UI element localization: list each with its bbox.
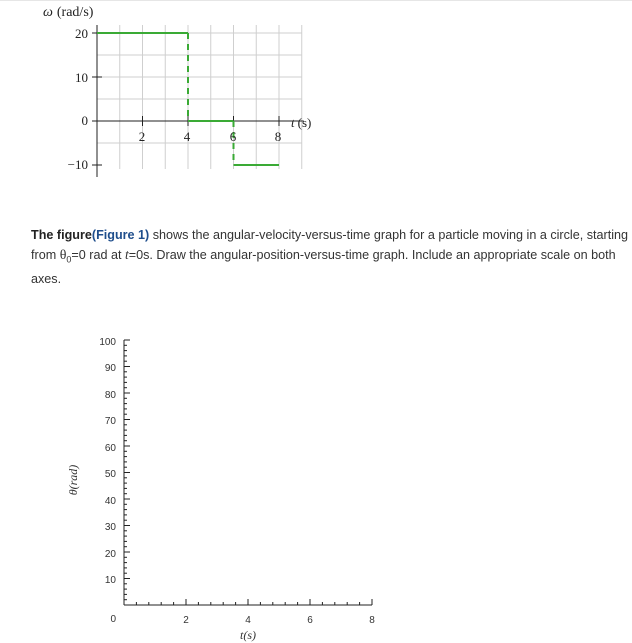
omega-x-tick-label: 6 [229,129,237,144]
theta-y-tick-label: 20 [104,549,116,560]
time-symbol: t [124,247,129,262]
problem-statement [31,226,629,289]
theta-y-tick-label: 60 [104,443,116,454]
theta-y-tick-label: 100 [99,337,116,348]
omega-x-axis-label: t (s) [291,115,312,130]
theta-x-tick-label: 4 [245,615,251,626]
theta-x-tick-label: 2 [183,615,189,626]
theta-y-tick-label: 40 [104,496,116,507]
theta-axes [124,340,372,605]
theta-y-tick-label: 10 [104,575,116,586]
theta-y-tick-label: 90 [104,363,116,374]
omega-y-tick-label: −10 [67,157,88,172]
theta-ticks [124,340,372,605]
problem-intro: The figure [31,228,92,242]
problem-text: =0 rad at [71,248,125,262]
omega-x-tick-label: 8 [274,129,282,144]
theta-y-axis-label: θ(rad) [66,464,80,496]
problem-text: shows the angular-velocity-versus-time graph for a particle moving in a circle, starting from [31,228,629,262]
theta-x-axis-label: t(s) [240,628,256,642]
theta-y-tick-label: 50 [104,469,116,480]
theta-y-tick-label: 70 [104,416,116,427]
omega-y-tick-label: 10 [75,70,88,85]
omega-y-tick-label: 20 [75,26,88,41]
theta-x-tick-label: 6 [307,615,313,626]
figure-1-link[interactable]: (Figure 1) [91,228,150,242]
theta-subscript: 0 [66,254,72,265]
omega-grid [97,25,302,169]
problem-text: =0s. Draw the angular-position-versus-time graph. Include an appropriate scale on both axes. [31,248,616,286]
theta-y-tick-label: 30 [104,522,116,533]
theta-x-tick-label: 8 [369,615,375,626]
theta-y-tick-label: 0 [110,614,116,625]
omega-y-axis-label: ω (rad/s) [43,5,94,20]
theta-y-tick-label: 80 [104,390,116,401]
omega-y-tick-label: 0 [81,113,88,128]
theta-symbol: θ [59,248,67,263]
omega-x-tick-label: 2 [138,129,146,144]
omega-axes [97,25,304,177]
omega-x-tick-label: 4 [183,129,191,144]
